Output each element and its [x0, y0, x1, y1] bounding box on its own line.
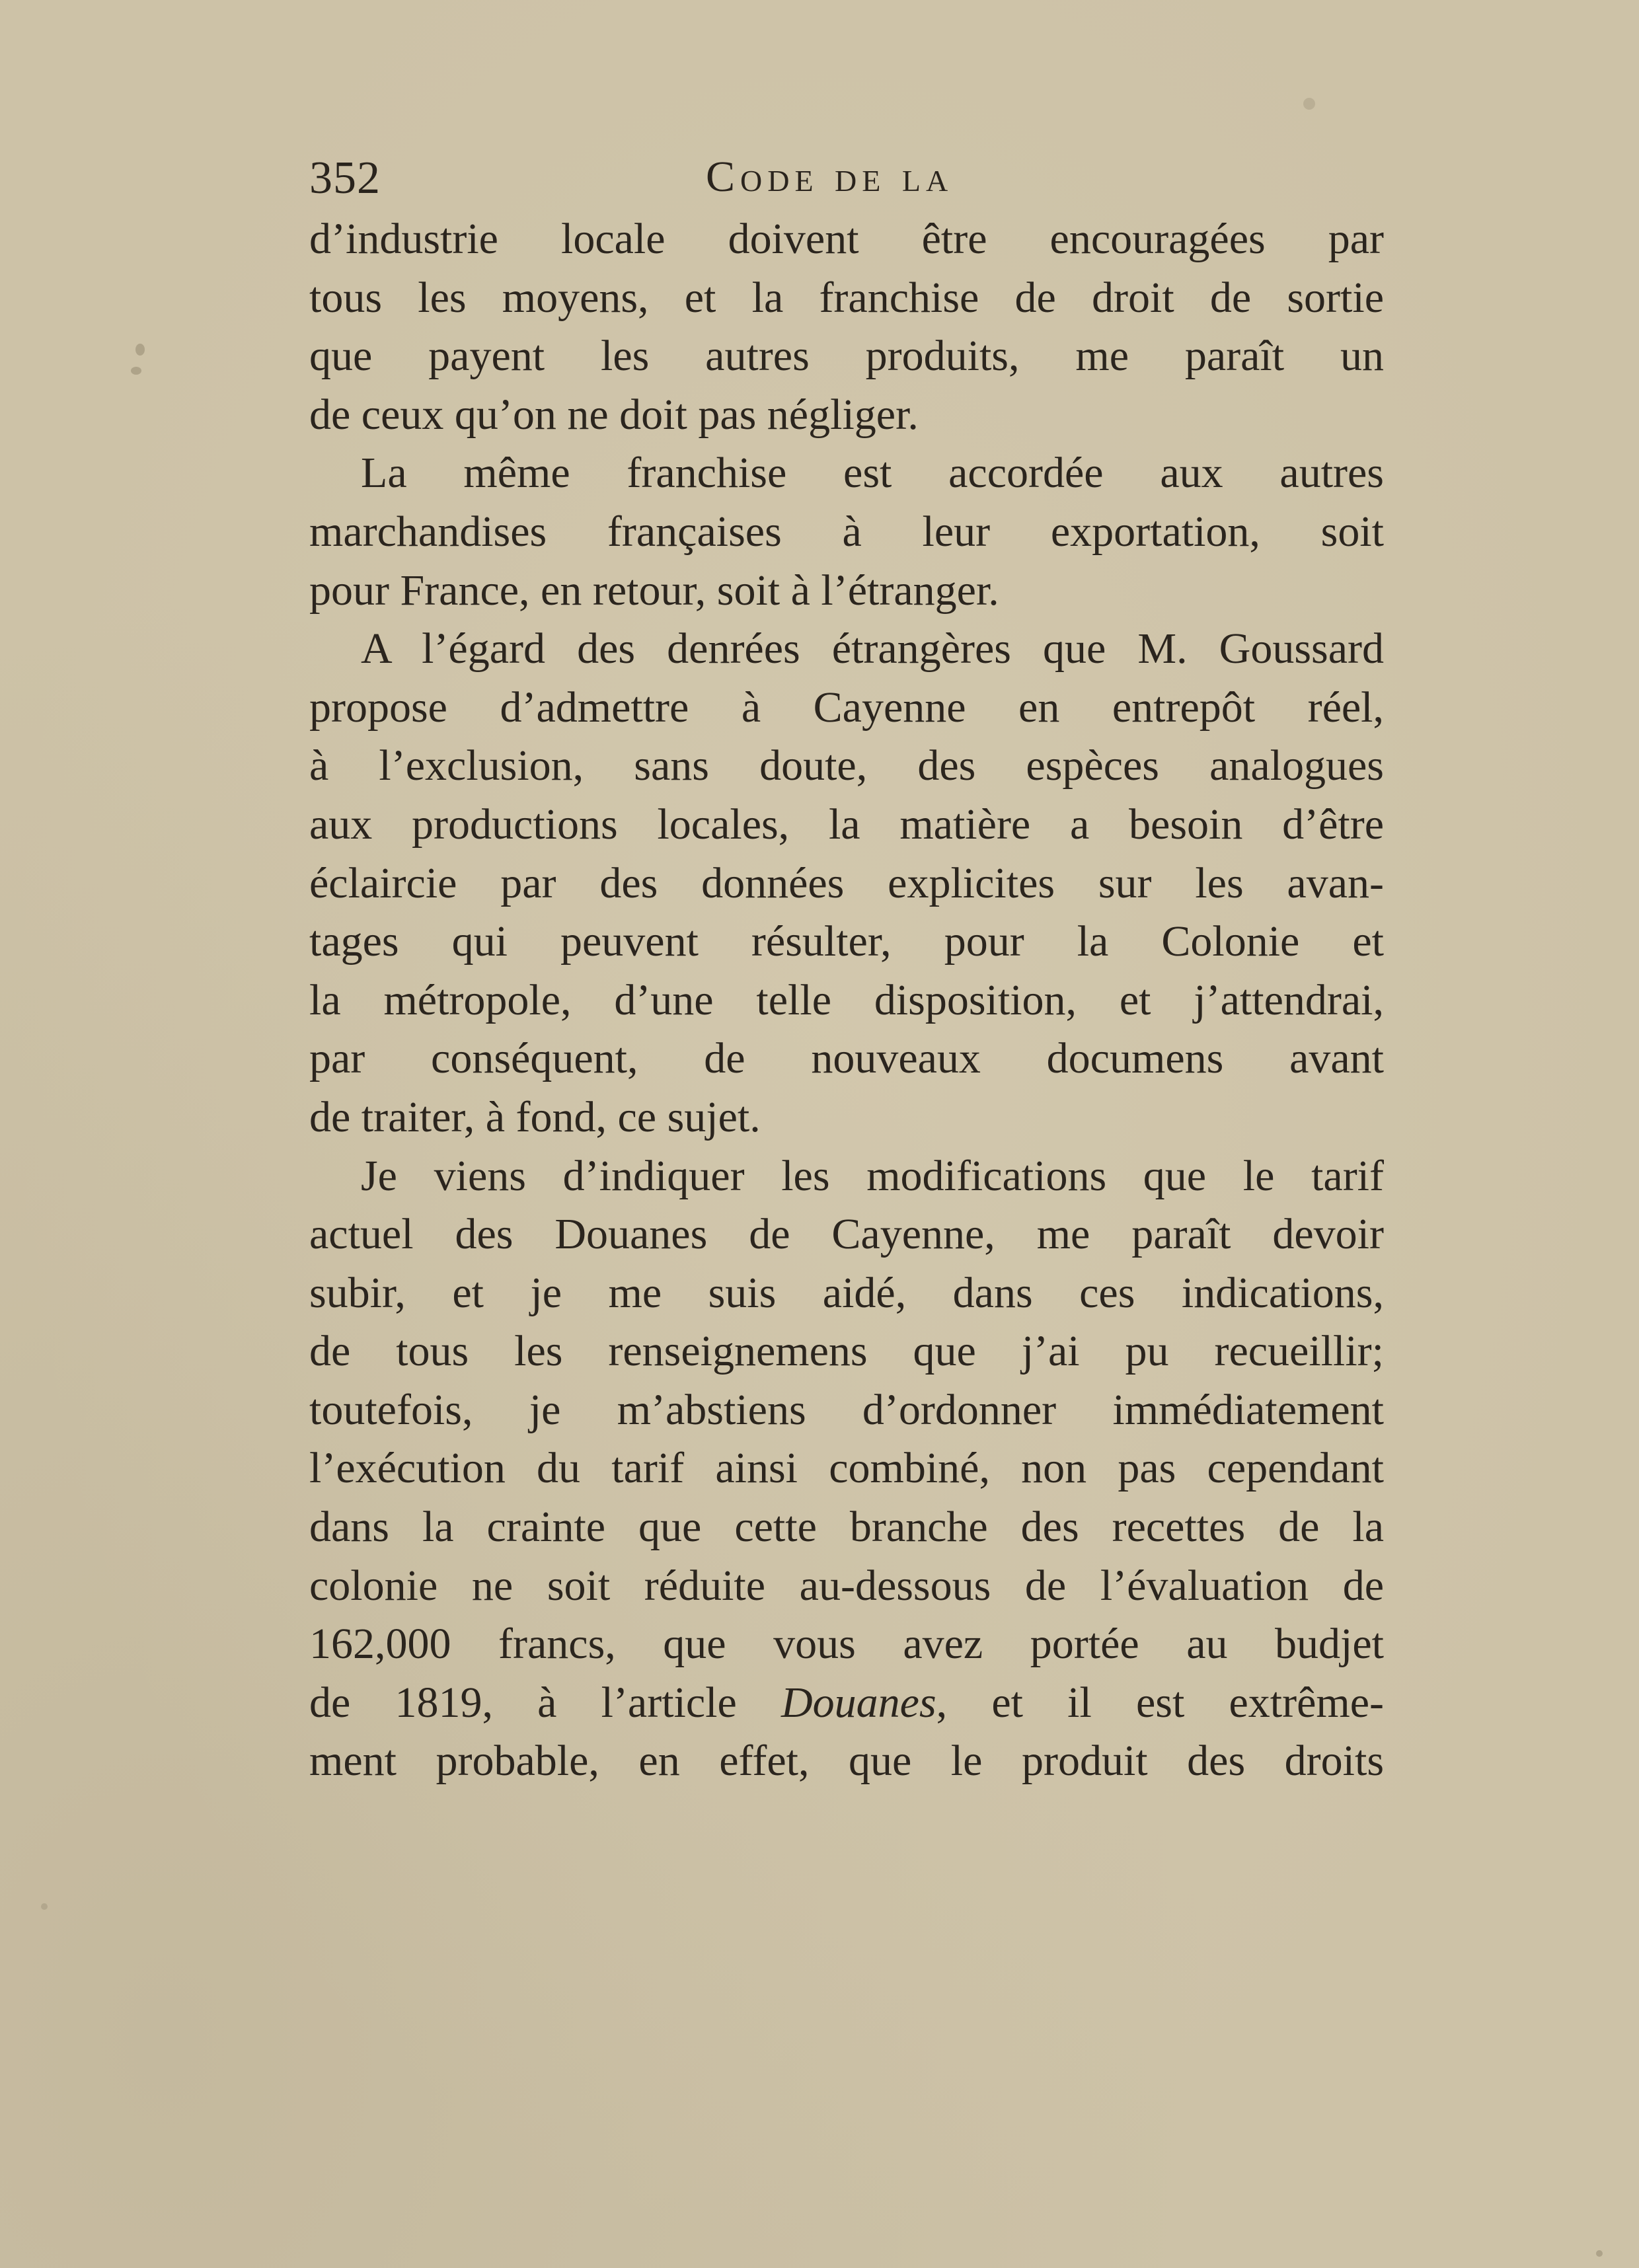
paper-speck [135, 344, 145, 356]
text-line: A l’égard des denrées étrangères que M. Goussard [361, 624, 1384, 673]
text-line: tages qui peuvent résulter, pour la Colonie et [309, 917, 1384, 966]
text-line: propose d’admettre à Cayenne en entrepôt réel, [309, 683, 1384, 732]
text-line: d’industrie locale doivent être encouragées par [309, 215, 1384, 263]
text-line: marchandises françaises à leur exportation, soit [309, 507, 1384, 556]
text-line: à l’exclusion, sans doute, des espèces analogues [309, 741, 1384, 790]
text-line: aux productions locales, la matière a besoin d’être [309, 800, 1384, 849]
running-head: Code de la [706, 153, 954, 201]
text-line: dans la crainte que cette branche des recettes de la [309, 1503, 1384, 1552]
page-header [309, 147, 1384, 206]
body-text [309, 210, 1384, 1791]
text-line: par conséquent, de nouveaux documens avant [309, 1034, 1384, 1083]
text-line: colonie ne soit réduite au-dessous de l’évaluation de [309, 1561, 1384, 1610]
paper-speck [131, 367, 141, 375]
page-number: 352 [309, 153, 381, 204]
text-line: ment probable, en effet, que le produit des droits [309, 1737, 1384, 1786]
text-line: de tous les renseignemens que j’ai pu recueillir; [309, 1327, 1384, 1376]
text-line: La même franchise est accordée aux autres [361, 449, 1384, 498]
text-line: 162,000 francs, que vous avez portée au budjet [309, 1620, 1384, 1669]
text-line: que payent les autres produits, me paraît un [309, 332, 1384, 381]
text-line: pour France, en retour, soit à l’étranger. [309, 566, 999, 615]
text-line: l’exécution du tarif ainsi combiné, non pas cependant [309, 1444, 1384, 1493]
text-line: subir, et je me suis aidé, dans ces indications, [309, 1268, 1384, 1317]
paper-speck [41, 1903, 48, 1910]
text-line: de ceux qu’on ne doit pas négliger. [309, 390, 919, 439]
text-line [309, 1674, 1384, 1733]
text-line: la métropole, d’une telle disposition, et j’attendrai, [309, 975, 1384, 1024]
paper-speck [1303, 98, 1315, 110]
text-line: de traiter, à fond, ce sujet. [309, 1092, 761, 1141]
italic-word: Douanes [781, 1678, 936, 1727]
text-fragment: , et il est extrême- [936, 1678, 1384, 1727]
paper-speck [1596, 2250, 1603, 2257]
text-line: éclaircie par des données explicites sur les avan- [309, 858, 1384, 907]
text-line: Je viens d’indiquer les modifications que le tarif [361, 1151, 1384, 1200]
text-line: toutefois, je m’abstiens d’ordonner immédiatement [309, 1385, 1384, 1434]
text-line: tous les moyens, et la franchise de droit de sortie [309, 273, 1384, 322]
text-fragment: de 1819, à l’article [309, 1678, 781, 1727]
text-line: actuel des Douanes de Cayenne, me paraît devoir [309, 1210, 1384, 1259]
